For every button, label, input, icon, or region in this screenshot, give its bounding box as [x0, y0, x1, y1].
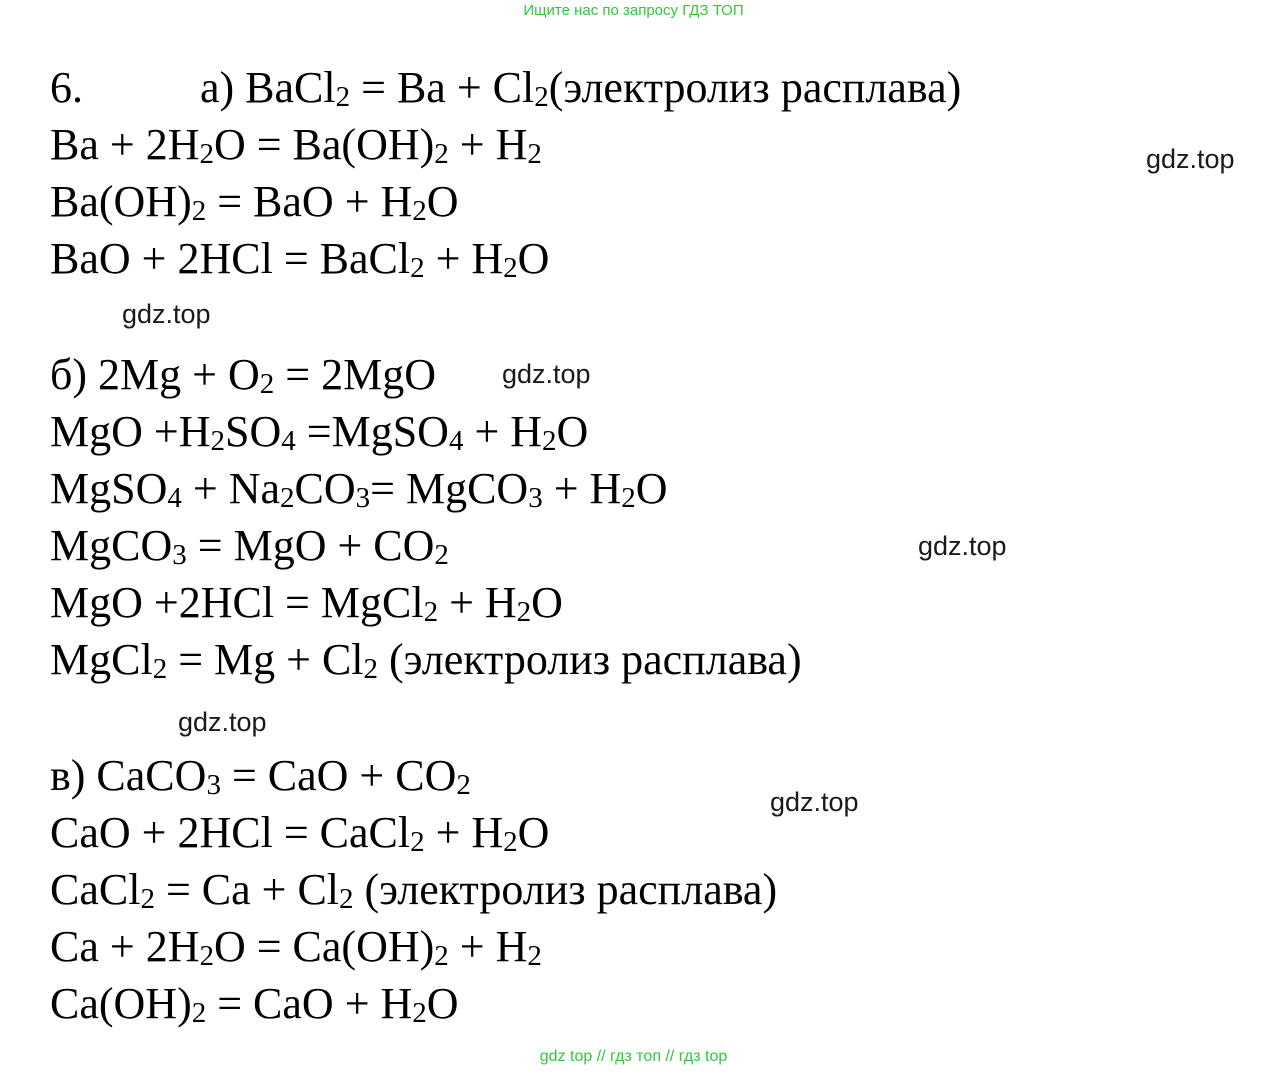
- subscript: 4: [281, 425, 296, 457]
- subscript: 2: [621, 482, 636, 514]
- equation-line: CaO + 2HCl = CaCl$_2$ + $H_2O$: [50, 808, 550, 858]
- subscript: 3: [172, 539, 187, 571]
- subscript: 2: [542, 425, 557, 457]
- equation-line: BaO + 2HCl = BaCl$_2$ + $H_2O$: [50, 234, 550, 284]
- subscript: 2: [423, 596, 439, 628]
- subscript: 4: [167, 482, 182, 514]
- subscript: 2: [503, 252, 518, 284]
- subscript: 2: [434, 539, 449, 571]
- subscript: 2: [199, 940, 214, 972]
- equation-line: $Ca + 2H_2O = Ca(OH)_2 + H_2$: [50, 922, 542, 972]
- subscript: 2: [410, 826, 425, 858]
- subscript: 2: [363, 653, 379, 685]
- subscript: 2: [503, 826, 518, 858]
- subscript: 2: [339, 883, 354, 915]
- watermark: gdz.top: [178, 707, 267, 737]
- subscript: 2: [534, 81, 549, 113]
- task-number: 6.: [50, 63, 83, 112]
- subscript: 4: [448, 425, 464, 457]
- equation-line: $Ba(OH)_2$ = BaO + $H_2O$: [50, 177, 459, 227]
- equation-line: в) CaCO$_3$ = CaO + $CO_2$: [50, 751, 471, 801]
- subscript: 2: [412, 195, 427, 227]
- equation-line: CaCl$_2$ = $Ca + Cl_2$ (электролиз расплава): [50, 865, 778, 915]
- subscript: 2: [434, 940, 449, 972]
- equation-line: [50, 63, 961, 113]
- subscript: 2: [410, 252, 425, 284]
- subscript: 2: [199, 138, 214, 170]
- top-banner: Ищите нас по запросу ГДЗ ТОП: [523, 2, 744, 19]
- subscript: 2: [210, 425, 225, 457]
- subscript: 2: [527, 940, 542, 972]
- subscript: 3: [528, 482, 543, 514]
- equation-text: а) BaCl$_2$ = $Ba + Cl_2(электролиз$ расплава): [200, 63, 962, 113]
- subscript: 2: [191, 195, 207, 227]
- subscript: 2: [527, 138, 542, 170]
- equation-line: $Ba + 2H_2O = Ba(OH)_2 + H_2$: [50, 120, 542, 170]
- equation-line: $Ca(OH)_2$ = CaO + $H_2O$: [50, 979, 459, 1029]
- watermark: gdz.top: [502, 359, 591, 389]
- subscript: 2: [412, 997, 427, 1029]
- watermark: gdz.top: [1146, 144, 1235, 174]
- subscript: 2: [191, 997, 207, 1029]
- equation-line: MgO $+H_2SO_4$ =MgSO$_4$ + $H_2O$: [50, 407, 589, 457]
- watermark: gdz.top: [122, 299, 211, 329]
- watermark: gdz.top: [770, 787, 859, 817]
- subscript: 2: [335, 81, 351, 113]
- subscript: 2: [456, 769, 471, 801]
- subscript: 2: [516, 596, 532, 628]
- equation-line: MgO +2HCl = MgCl$_2$ + $H_2O$: [50, 578, 563, 628]
- equation-line: MgSO$_4$ + $Na_2CO_3=$ MgCO$_3$ + $H_2O$: [50, 464, 668, 514]
- subscript: 2: [140, 883, 155, 915]
- subscript: 2: [434, 138, 449, 170]
- footer-links: gdz top // гдз топ // гдз top: [539, 1048, 728, 1065]
- subscript: 2: [280, 482, 295, 514]
- equation-line: б) $2Mg + O_2 = 2MgO$: [50, 350, 436, 400]
- subscript: 3: [206, 769, 221, 801]
- subscript: 2: [259, 368, 275, 400]
- equation-line: MgCl$_2$ = $Mg + Cl_2$ (электролиз расплава): [50, 635, 802, 685]
- equation-line: MgCO$_3$ = MgO + $CO_2$: [50, 521, 449, 571]
- watermark: gdz.top: [918, 531, 1007, 561]
- subscript: 2: [152, 653, 168, 685]
- subscript: 3: [355, 482, 371, 514]
